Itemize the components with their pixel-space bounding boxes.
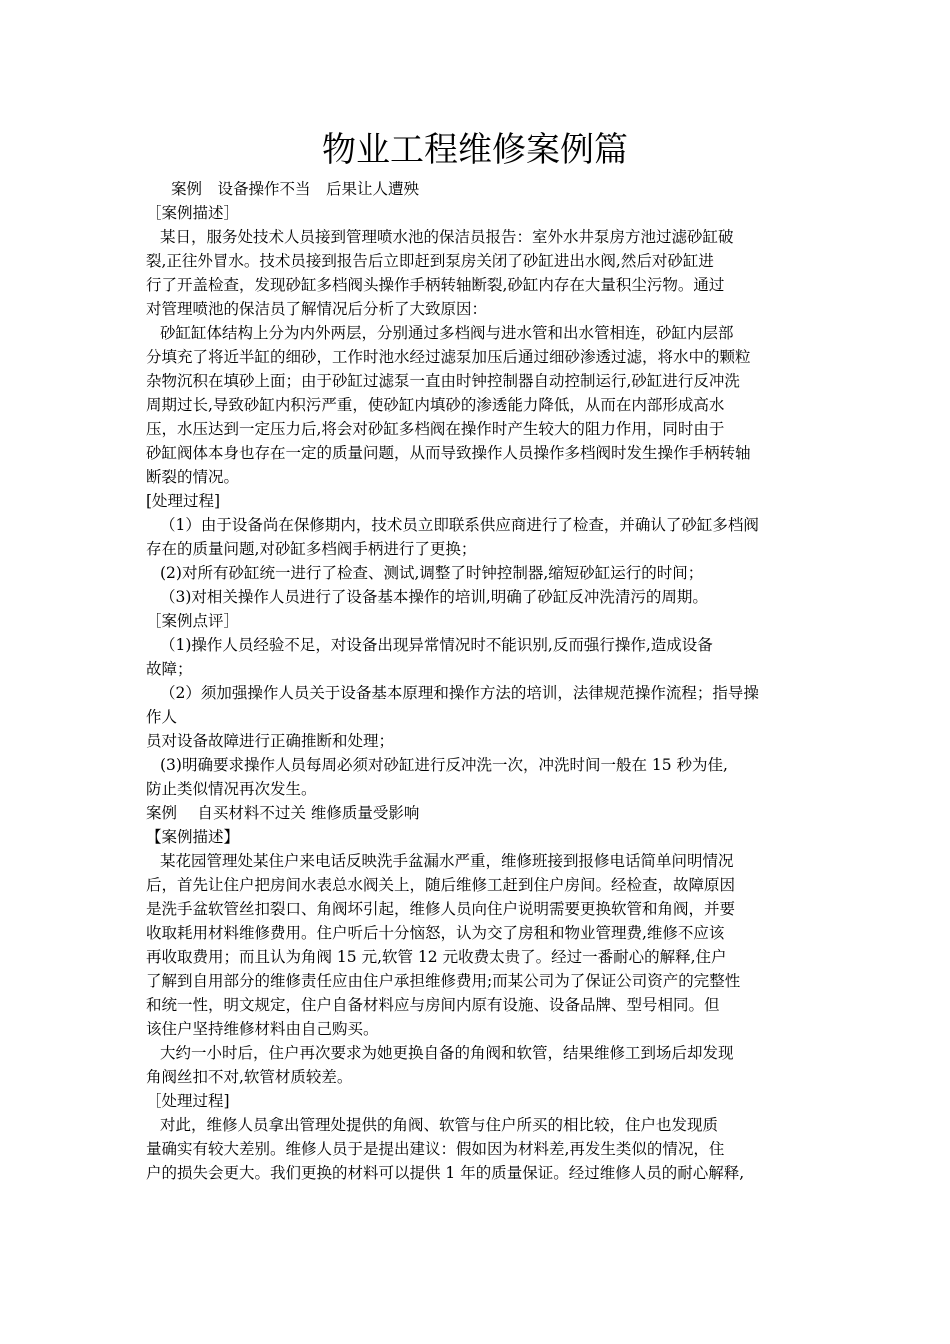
paragraph-line: 故障；	[146, 660, 193, 678]
paragraph-line: (3)明确要求操作人员每周必须对砂缸进行反冲洗一次，冲洗时间一般在 15 秒为佳,	[160, 756, 728, 774]
paragraph-line: 周期过长,导致砂缸内积污严重，使砂缸内填砂的渗透能力降低，从而在内部形成高水	[146, 396, 725, 414]
paragraph-line: 对管理喷池的保洁员了解情况后分析了大致原因：	[146, 300, 488, 318]
section-heading: ［案例点评］	[146, 612, 240, 630]
paragraph-line: （1）由于设备尚在保修期内，技术员立即联系供应商进行了检查，并确认了砂缸多档阀	[160, 516, 759, 534]
paragraph-line: 某日，服务处技术人员接到管理喷水池的保洁员报告：室外水井泵房方池过滤砂缸破	[160, 228, 734, 246]
case-2-heading: 案例 自买材料不过关 维修质量受影响	[146, 804, 420, 822]
document-title: 物业工程维修案例篇	[322, 130, 628, 170]
paragraph-line: 分填充了将近半缸的细砂，工作时池水经过滤泵加压后通过细砂渗透过滤，将水中的颗粒	[146, 348, 751, 366]
paragraph-line: 砂缸缸体结构上分为内外两层，分别通过多档阀与进水管和出水管相连，砂缸内层部	[160, 324, 734, 342]
paragraph-line: 和统一性，明文规定，住户自备材料应与房间内原有设施、设备品牌、型号相同。但	[146, 996, 720, 1014]
paragraph-line: 某花园管理处某住户来电话反映洗手盆漏水严重，维修班接到报修电话简单问明情况	[160, 852, 734, 870]
paragraph-line: （3)对相关操作人员进行了设备基本操作的培训,明确了砂缸反冲洗清污的周期。	[160, 588, 708, 606]
section-heading: [处理过程]	[146, 492, 221, 510]
paragraph-line: (2)对所有砂缸统一进行了检查、测试,调整了时钟控制器,缩短砂缸运行的时间；	[160, 564, 704, 582]
paragraph-line: 后，首先让住户把房间水表总水阀关上，随后维修工赶到住户房间。经检查，故障原因	[146, 876, 736, 894]
paragraph-line: 是洗手盆软管丝扣裂口、角阀坏引起，维修人员向住户说明需要更换软管和角阀，并要	[146, 900, 736, 918]
paragraph-line: 砂缸阀体本身也存在一定的质量问题，从而导致操作人员操作多档阀时发生操作手柄转轴	[146, 444, 751, 462]
paragraph-line: 大约一小时后，住户再次要求为她更换自备的角阀和软管，结果维修工到场后却发现	[160, 1044, 734, 1062]
paragraph-line: 量确实有较大差别。维修人员于是提出建议：假如因为材料差,再发生类似的情况，住	[146, 1140, 725, 1158]
paragraph-line: 存在的质量问题,对砂缸多档阀手柄进行了更换；	[146, 540, 477, 558]
paragraph-line: （2）须加强操作人员关于设备基本原理和操作方法的培训，法律规范操作流程；指导操	[160, 684, 759, 702]
section-heading: ［案例描述］	[146, 204, 240, 222]
paragraph-line: 杂物沉积在填砂上面；由于砂缸过滤泵一直由时钟控制器自动控制运行,砂缸进行反冲洗	[146, 372, 740, 390]
case-1-heading: 案例 设备操作不当 后果让人遭殃	[171, 180, 420, 198]
paragraph-line: 防止类似情况再次发生。	[146, 780, 317, 798]
paragraph-line: 户的损失会更大。我们更换的材料可以提供 1 年的质量保证。经过维修人员的耐心解释,	[146, 1164, 745, 1182]
paragraph-line: 再收取费用；而且认为角阀 15 元,软管 12 元收费太贵了。经过一番耐心的解释,住户	[146, 948, 727, 966]
paragraph-line: 角阀丝扣不对,软管材质较差。	[146, 1068, 353, 1086]
paragraph-line: 作人	[146, 708, 178, 726]
section-heading: 【案例描述】	[146, 828, 240, 846]
paragraph-line: 行了开盖检查，发现砂缸多档阀头操作手柄转轴断裂,砂缸内存在大量积尘污物。通过	[146, 276, 725, 294]
paragraph-line: （1)操作人员经验不足，对设备出现异常情况时不能识别,反而强行操作,造成设备	[160, 636, 713, 654]
paragraph-line: 收取耗用材料维修费用。住户听后十分恼怒，认为交了房租和物业管理费,维修不应该	[146, 924, 725, 942]
paragraph-line: 裂,正往外冒水。技术员接到报告后立即赶到泵房关闭了砂缸进出水阀,然后对砂缸进	[146, 252, 714, 270]
paragraph-line: 了解到自用部分的维修责任应由住户承担维修费用;而某公司为了保证公司资产的完整性	[146, 972, 741, 990]
paragraph-line: 压，水压达到一定压力后,将会对砂缸多档阀在操作时产生较大的阻力作用，同时由于	[146, 420, 725, 438]
paragraph-line: 对此，维修人员拿出管理处提供的角阀、软管与住户所买的相比较，住户也发现质	[160, 1116, 719, 1134]
paragraph-line: 该住户坚持维修材料由自己购买。	[146, 1020, 379, 1038]
section-heading: ［处理过程]	[146, 1092, 230, 1110]
paragraph-line: 断裂的情况。	[146, 468, 240, 486]
paragraph-line: 员对设备故障进行正确推断和处理；	[146, 732, 395, 750]
